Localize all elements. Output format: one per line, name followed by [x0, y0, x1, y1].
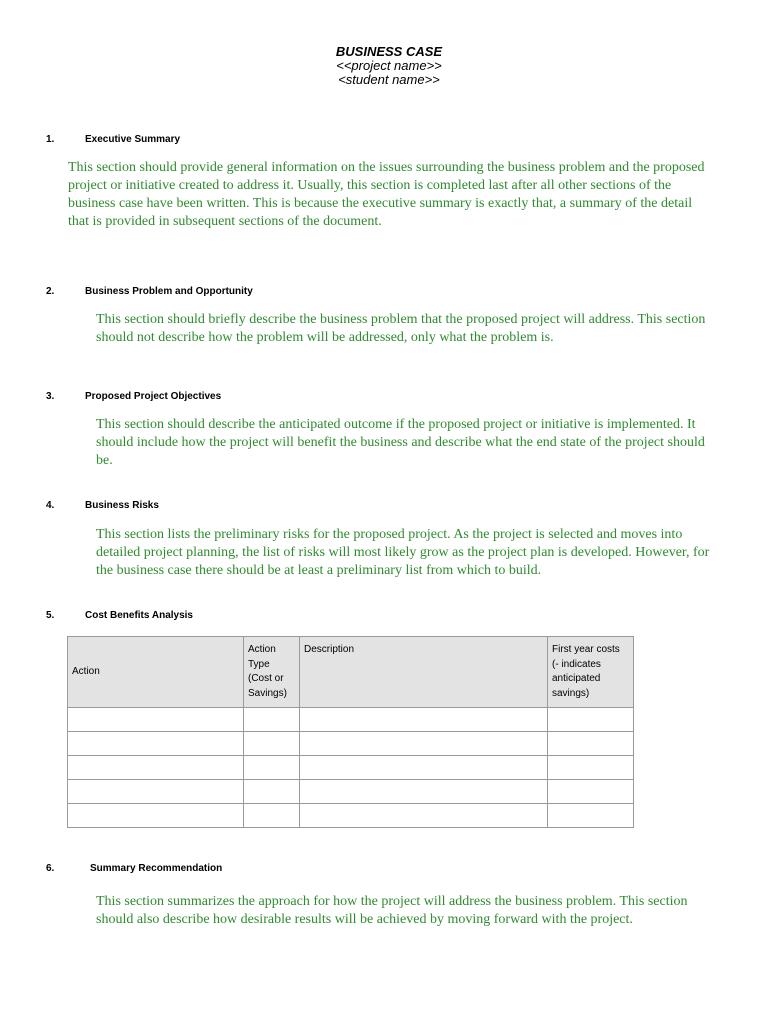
student-name: <student name>> — [338, 72, 440, 87]
section-2-text: This section should briefly describe the business problem that the proposed project will address. This section should not describe how the problem will be addressed, only what the problem is. — [96, 312, 706, 345]
table-cell[interactable] — [68, 804, 244, 828]
table-cell[interactable] — [244, 732, 300, 756]
table-cell[interactable] — [244, 804, 300, 828]
table-cell[interactable] — [68, 780, 244, 804]
header-action-type: Action Type (Cost or Savings) — [244, 637, 300, 708]
section-1-title: Executive Summary — [85, 134, 181, 145]
table-cell[interactable] — [548, 708, 634, 732]
table-cell[interactable] — [300, 756, 548, 780]
table-header-row — [68, 637, 634, 708]
project-name: <<project name>> — [336, 58, 442, 73]
header-action: Action — [68, 637, 244, 708]
section-1-text: This section should provide general information on the issues surrounding the business problem and the proposed project or initiative created to address it. Usually, this section is completed last after all other sections of the business case have been written. This is because the executive summary is exactly that, a summary of the detail that is provided in subsequent sections of the document. — [68, 160, 705, 229]
section-4-title: Business Risks — [85, 500, 159, 511]
table-cell[interactable] — [244, 780, 300, 804]
cost-benefits-table — [67, 636, 634, 828]
section-3-title: Proposed Project Objectives — [85, 391, 222, 402]
section-4-number: 4. — [46, 500, 55, 511]
section-2-number: 2. — [46, 286, 55, 297]
header-description: Description — [300, 637, 548, 708]
table-cell[interactable] — [244, 708, 300, 732]
table-row — [68, 708, 634, 732]
section-2-title: Business Problem and Opportunity — [85, 286, 253, 297]
section-5-number: 5. — [46, 610, 55, 621]
document-header — [0, 44, 768, 87]
section-6-number: 6. — [46, 863, 55, 874]
table-cell[interactable] — [300, 780, 548, 804]
table-cell[interactable] — [300, 732, 548, 756]
table-row — [68, 780, 634, 804]
table-cell[interactable] — [548, 732, 634, 756]
table-cell[interactable] — [548, 756, 634, 780]
table-cell[interactable] — [244, 756, 300, 780]
document-title: BUSINESS CASE — [335, 44, 443, 59]
section-5-title: Cost Benefits Analysis — [85, 610, 193, 621]
section-3-number: 3. — [46, 391, 55, 402]
section-4-text: This section lists the preliminary risks for the proposed project. As the project is selected and moves into detailed project planning, the list of risks will most likely grow as the project plan is developed. However, for the business case there should be at least a preliminary list from which to build. — [96, 527, 710, 578]
table-cell[interactable] — [68, 756, 244, 780]
section-6-text: This section summarizes the approach for how the project will address the business problem. This section should also describe how desirable results will be achieved by moving forward with the project. — [96, 894, 688, 927]
table-cell[interactable] — [548, 804, 634, 828]
table-cell[interactable] — [300, 708, 548, 732]
section-3-text: This section should describe the anticipated outcome if the proposed project or initiative is implemented. It should include how the project will benefit the business and describe what the end state of the project should be. — [96, 417, 705, 468]
table-cell[interactable] — [68, 732, 244, 756]
table-row — [68, 804, 634, 828]
table-cell[interactable] — [548, 780, 634, 804]
table-row — [68, 756, 634, 780]
section-1-number: 1. — [46, 134, 55, 145]
table-row — [68, 732, 634, 756]
header-first-year-costs: First year costs (- indicates anticipated savings) — [548, 637, 634, 708]
section-6-title: Summary Recommendation — [90, 863, 223, 874]
table-cell[interactable] — [68, 708, 244, 732]
table-cell[interactable] — [300, 804, 548, 828]
